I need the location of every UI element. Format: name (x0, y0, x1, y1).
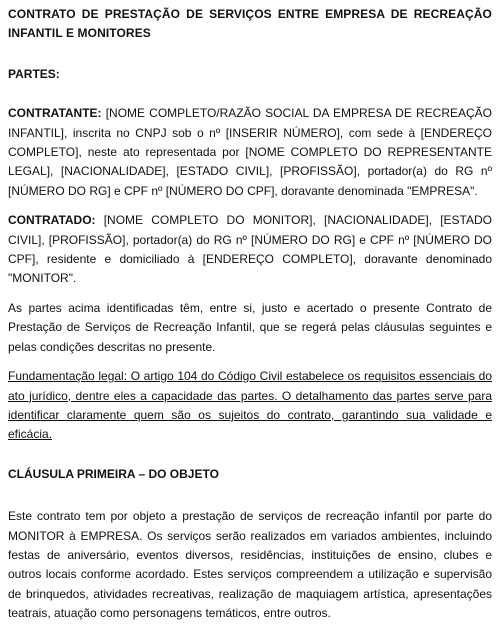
contratante-paragraph (8, 104, 492, 201)
contratante-label: CONTRATANTE: (8, 106, 102, 121)
fundamentacao-legal-paragraph: Fundamentação legal: O artigo 104 do Código Civil estabelece os requisitos essenciais do ato jurídico, dentre eles a capacidade das partes. O detalhamento das partes serve para identificar claramente quem são os sujeitos do contrato, garantindo sua validade e eficácia. (8, 369, 492, 442)
partes-paragraph: As partes acima identificadas têm, entre si, justo e acertado o presente Contrato de Prestação de Serviços de Recreação Infantil, que se regerá pelas cláusulas seguintes e pelas condições descritas no presente. (8, 300, 492, 354)
contratado-text: [NOME COMPLETO DO MONITOR], [NACIONALIDADE], [ESTADO CIVIL], [PROFISSÃO], portador(a) do RG nº [NÚMERO DO RG] e CPF nº [NÚMERO DO CPF], residente e domiciliado à [ENDEREÇO COMPLETO], doravante denominado "MONITOR". (8, 213, 492, 286)
contratado-paragraph (8, 211, 492, 289)
clausula-primeira-paragraph: Este contrato tem por objeto a prestação de serviços de recreação infantil por parte do MONITOR à EMPRESA. Os serviços serão realizados em variados ambientes, incluindo festas de aniversário, eventos diversos, residências, instituições de ensino, clubes e outros locais conforme acordado. Estes serviços compreendem a utilização e supervisão de brinquedos, atividades recreativas, realização de maquiagem artística, apresentações teatrais, atuação como personagens temáticos, entre outros. (8, 509, 492, 621)
document-title: CONTRATO DE PRESTAÇÃO DE SERVIÇOS ENTRE EMPRESA DE RECREAÇÃO INFANTIL E MONITORES (8, 7, 492, 41)
contratado-label: CONTRATADO: (8, 213, 96, 228)
partes-heading: PARTES: (8, 66, 60, 81)
contratante-text: [NOME COMPLETO/RAZÃO SOCIAL DA EMPRESA DE RECREAÇÃO INFANTIL], inscrita no CNPJ sob o nº [INSERIR NÚMERO], com sede à [ENDEREÇO COMPLETO], neste ato representada por [NOME COMPLETO DO REPRESENTANTE LEGAL], [NACIONALIDADE], [ESTADO CIVIL], [PROFISSÃO], portador(a) do RG nº [NÚMERO DO RG] e CPF nº [NÚMERO DO CPF], doravante denominada "EMPRESA". (8, 106, 492, 198)
clausula-primeira-heading: CLÁUSULA PRIMEIRA – DO OBJETO (8, 466, 219, 481)
